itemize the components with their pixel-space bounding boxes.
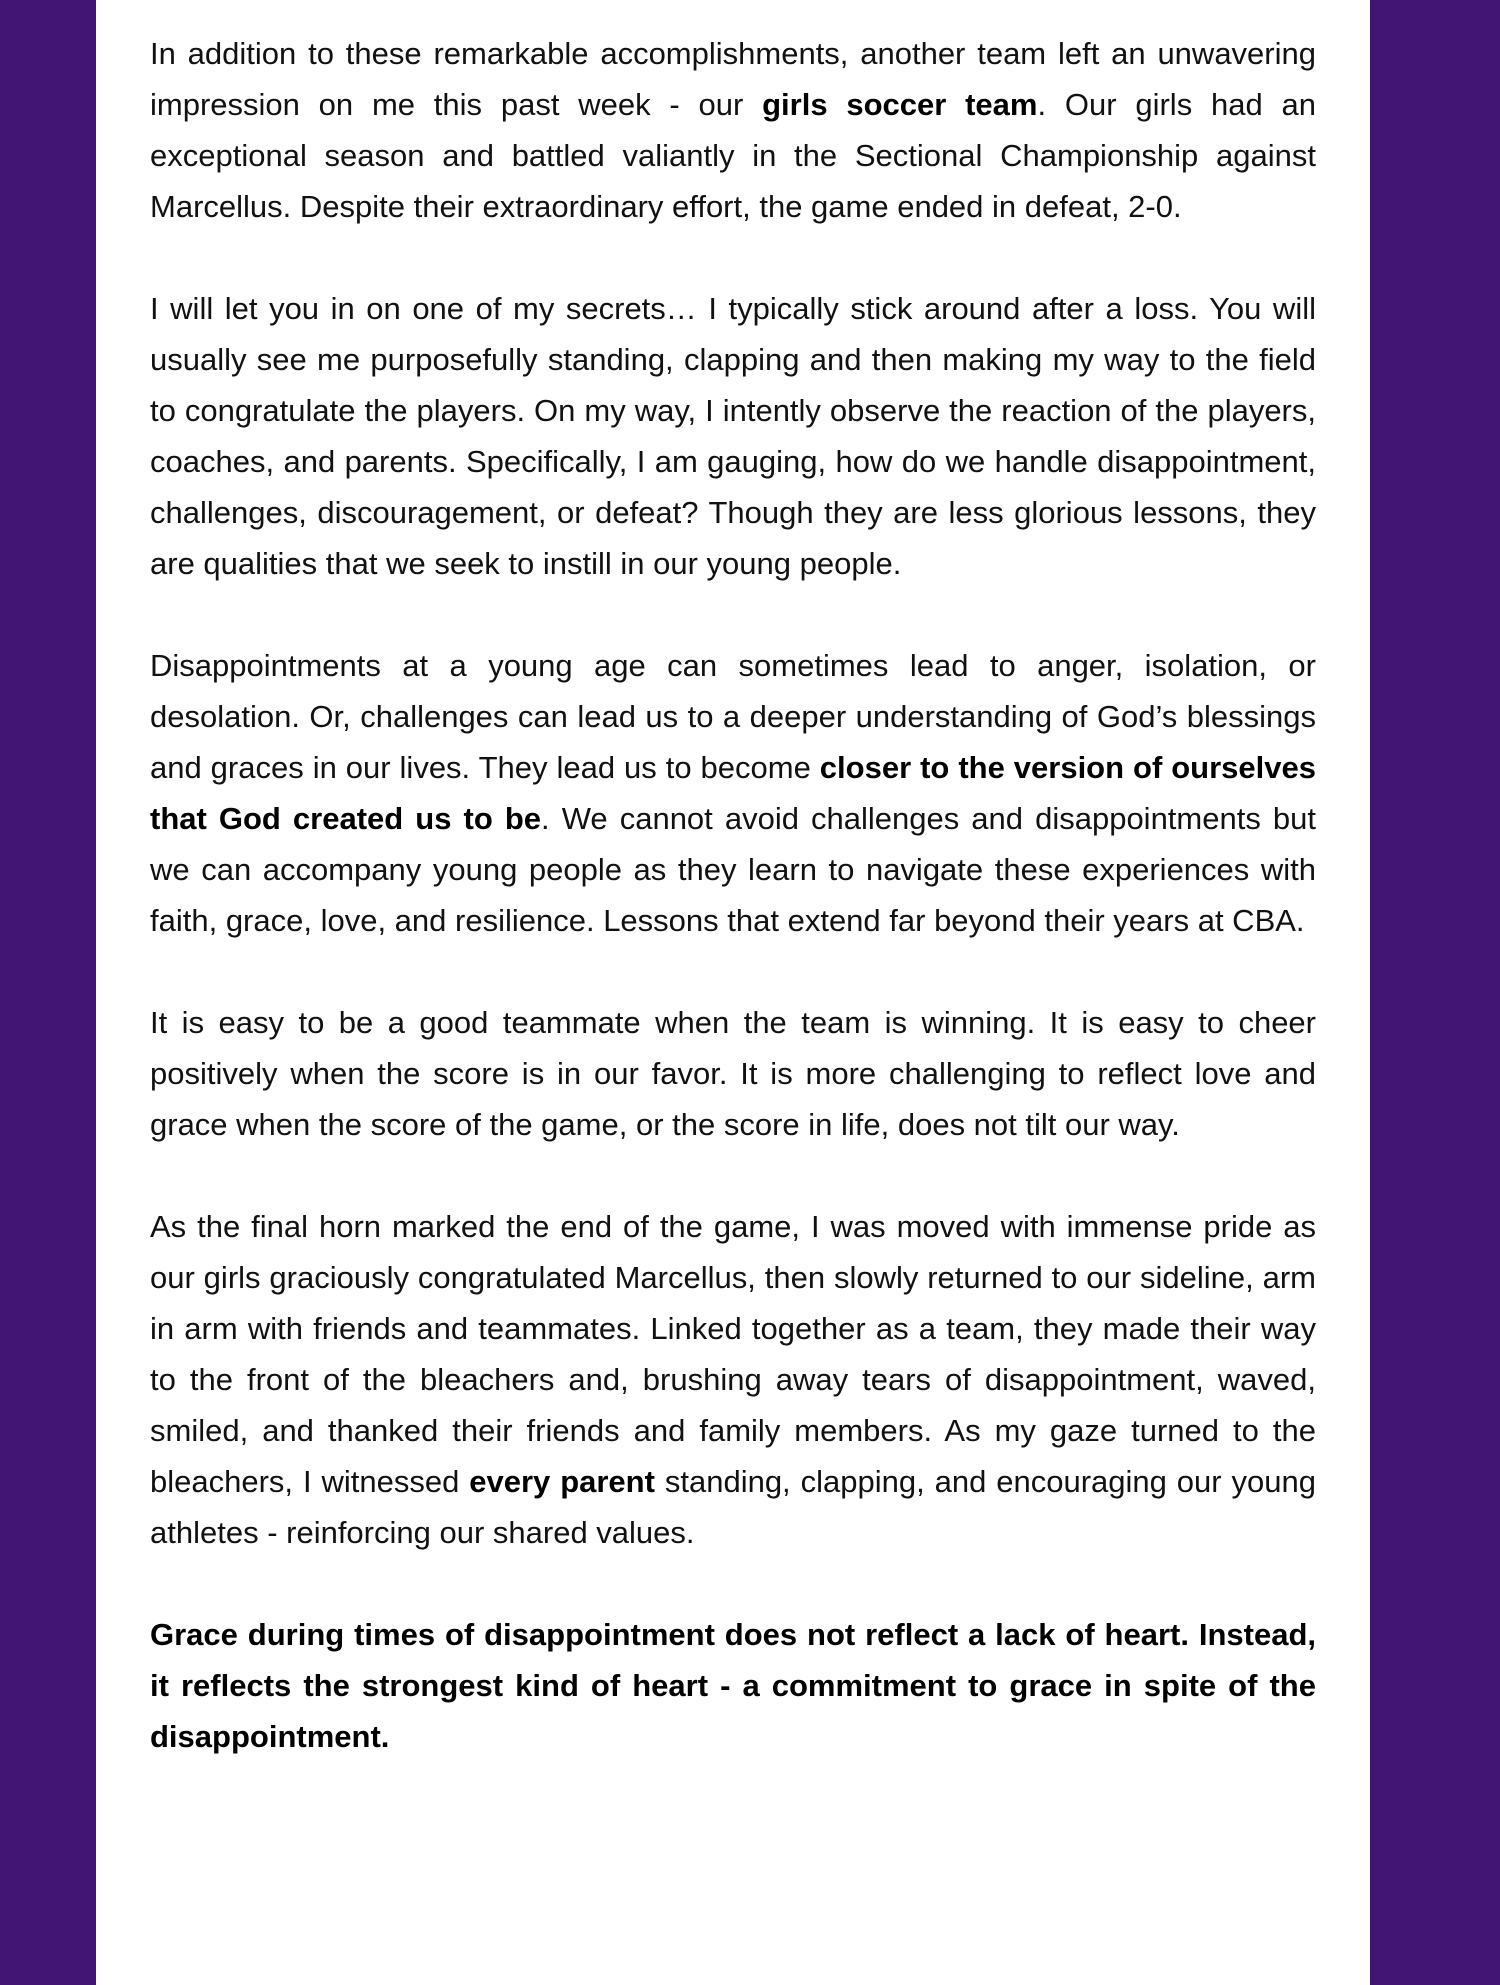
paragraph-girls-soccer <box>150 28 1316 232</box>
paragraph-disappointments <box>150 640 1316 946</box>
bold-phrase-girls-soccer-team: girls soccer team <box>762 87 1038 122</box>
paragraph-grace-conclusion: Grace during times of disappointment does not reflect a lack of heart. Instead, it reflects the strongest kind of heart - a commitment to grace in spite of the disappointment. <box>150 1617 1316 1754</box>
paragraph-text: Disappointments at a young age can sometimes lead to anger, isolation, or desolation. Or, challenges can lead us to a deeper understanding of God’s blessings and graces in our lives. They lead us to become <box>150 648 1316 785</box>
paragraph-secrets: I will let you in on one of my secrets… I typically stick around after a loss. You will usually see me purposefully standing, clapping and then making my way to the field to congratulate the players. On my way, I intently observe the reaction of the players, coaches, and parents. Specifically, I am gauging, how do we handle disappointment, challenges, discouragement, or defeat? Though they are less glorious lessons, they are qualities that we seek to instill in our young people. <box>150 291 1316 581</box>
paragraph-text: . Our girls had an exceptional season and battled valiantly in the Sectional Championship against Marcellus. Despite their extraordinary effort, the game ended in defeat, 2-0. <box>150 87 1316 224</box>
paragraph-good-teammate: It is easy to be a good teammate when the team is winning. It is easy to cheer positively when the score is in our favor. It is more challenging to reflect love and grace when the score of the game, or the score in life, does not tilt our way. <box>150 1005 1316 1142</box>
paragraph-text: As the final horn marked the end of the game, I was moved with immense pride as our girls graciously congratulated Marcellus, then slowly returned to our sideline, arm in arm with friends and teammates. Linked together as a team, they made their way to the front of the bleachers and, brushing away tears of disappointment, waved, smiled, and thanked their friends and family members. As my gaze turned to the bleachers, I witnessed <box>150 1209 1316 1499</box>
bold-phrase-every-parent: every parent <box>469 1464 655 1499</box>
letter-page <box>96 0 1370 1985</box>
paragraph-text: standing, clapping, and encouraging our young athletes - reinforcing our shared values. <box>150 1464 1316 1550</box>
paragraph-final-horn <box>150 1201 1316 1558</box>
bold-phrase-version-of-ourselves: closer to the version of ourselves that God created us to be <box>150 750 1316 836</box>
paragraph-text: . We cannot avoid challenges and disappointments but we can accompany young people as they learn to navigate these experiences with faith, grace, love, and resilience. Lessons that extend far beyond their years at CBA. <box>150 801 1316 938</box>
paragraph-text: In addition to these remarkable accomplishments, another team left an unwavering impression on me this past week - our <box>150 36 1316 122</box>
